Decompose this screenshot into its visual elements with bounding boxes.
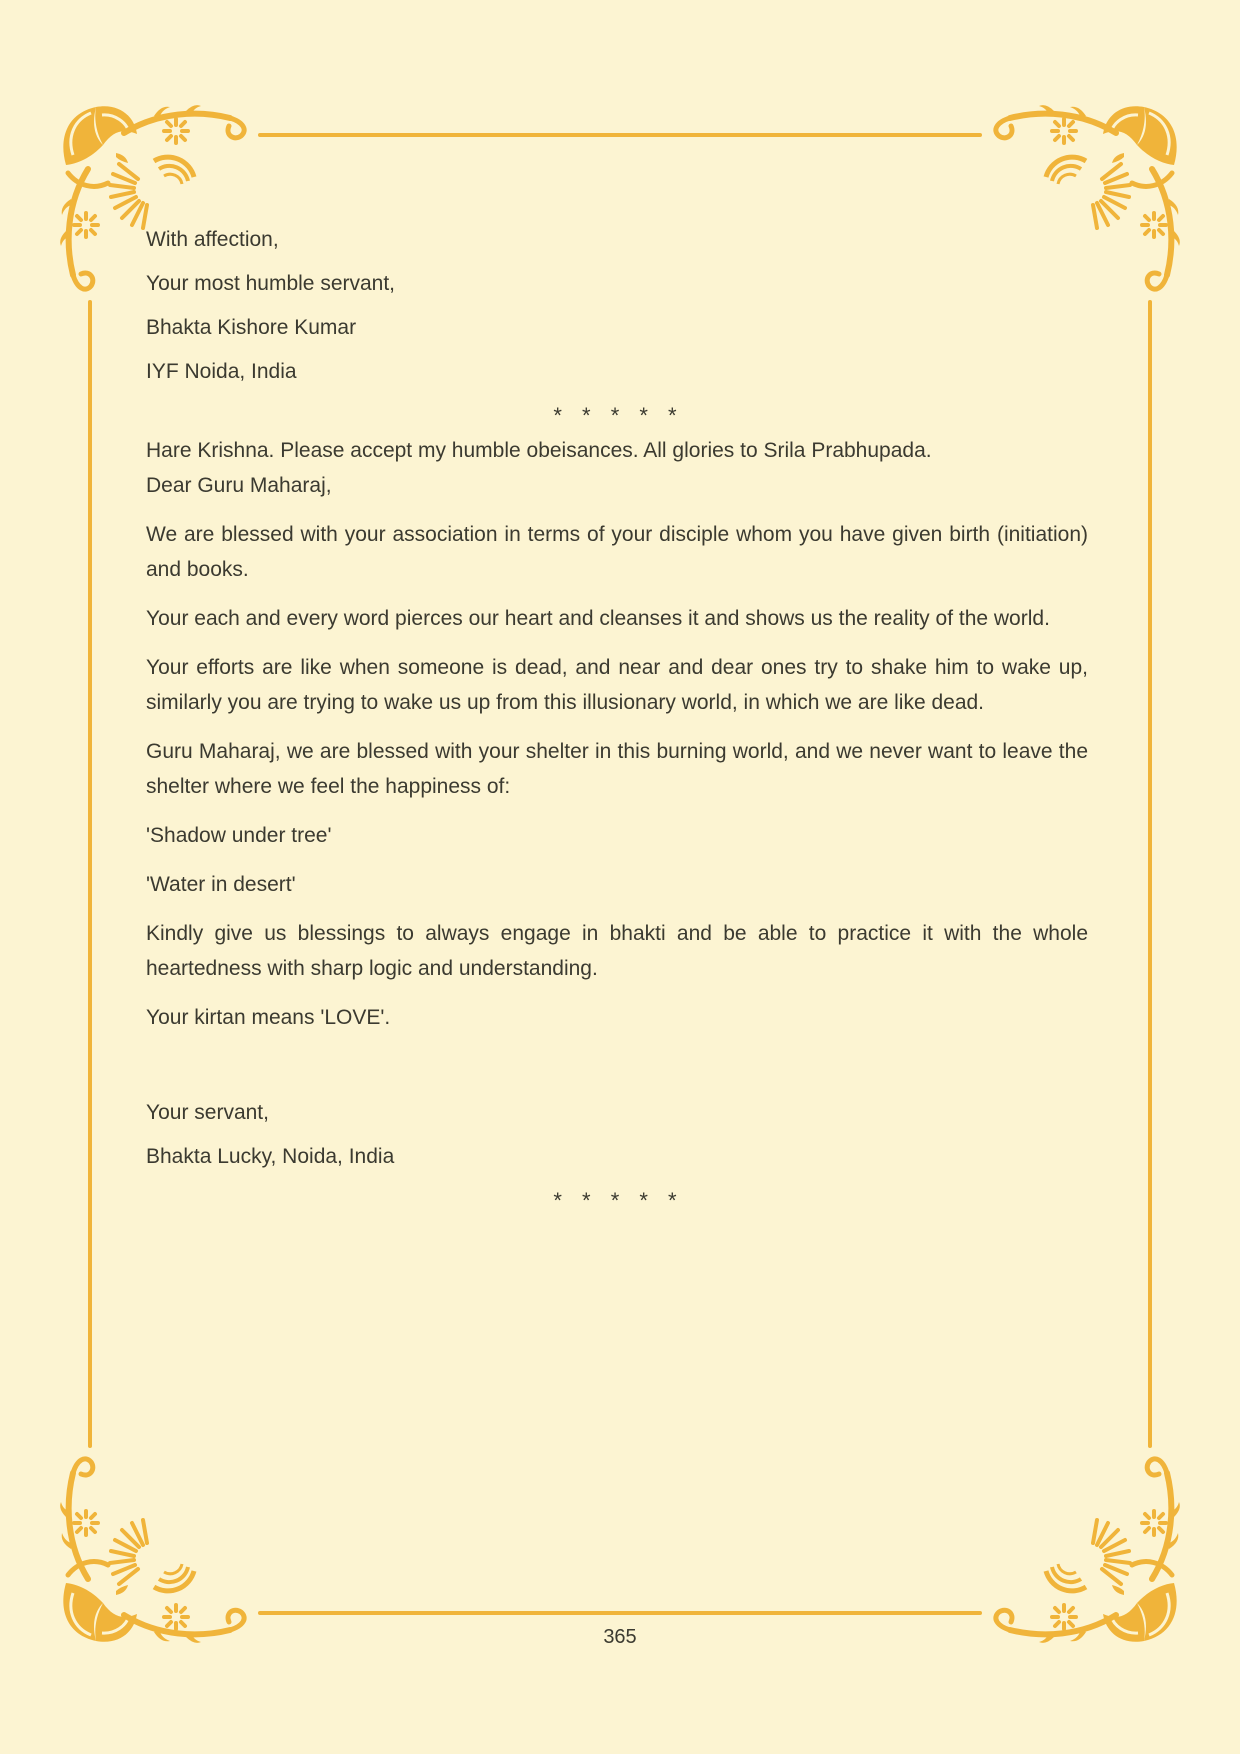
letter-page-content (146, 0, 1088, 1218)
closing-line: Bhakta Lucky, Noida, India (146, 1145, 395, 1168)
page-number: 365 (603, 1626, 637, 1648)
section-separator: * * * * * (553, 403, 681, 428)
closing-line: Bhakta Kishore Kumar (146, 316, 357, 339)
salutation-line: Dear Guru Maharaj, (146, 474, 332, 497)
letter-paragraph: Guru Maharaj, we are blessed with your shelter in this burning world, and we never want to leave the shelter where we feel the happiness of: (146, 740, 1088, 798)
closing-line: IYF Noida, India (146, 360, 297, 383)
floral-corner-ornament-bottom-left (58, 1445, 258, 1645)
letter-paragraph: Your efforts are like when someone is dead, and near and dear ones try to shake him to wake up, similarly you are trying to wake us up from this illusionary world, in which we are like dead. (146, 656, 1088, 714)
border-line-left (88, 300, 92, 1448)
letter-quote-line: 'Water in desert' (146, 873, 296, 896)
letter-paragraph: Your each and every word pierces our heart and cleanses it and shows us the reality of the world. (146, 607, 1050, 630)
letter-paragraph: Your kirtan means 'LOVE'. (146, 1006, 391, 1029)
letter-closing-block (146, 1095, 1088, 1174)
previous-letter-closing-block (146, 222, 1088, 389)
section-separator: * * * * * (553, 1188, 681, 1213)
letter-paragraph: Kindly give us blessings to always engage in bhakti and be able to practice it with the whole heartedness with sharp logic and understanding. (146, 922, 1088, 980)
letter-quote-line: 'Shadow under tree' (146, 824, 332, 847)
closing-line: Your most humble servant, (146, 272, 396, 295)
border-line-right (1148, 300, 1152, 1448)
closing-line: With affection, (146, 228, 279, 251)
closing-line: Your servant, (146, 1101, 269, 1124)
letter-paragraph: We are blessed with your association in terms of your disciple whom you have given birth (initiation) and books. (146, 523, 1088, 581)
floral-corner-ornament-bottom-right (982, 1445, 1182, 1645)
obeisance-line: Hare Krishna. Please accept my humble obeisances. All glories to Srila Prabhupada. (146, 439, 932, 462)
border-line-bottom (258, 1611, 982, 1615)
